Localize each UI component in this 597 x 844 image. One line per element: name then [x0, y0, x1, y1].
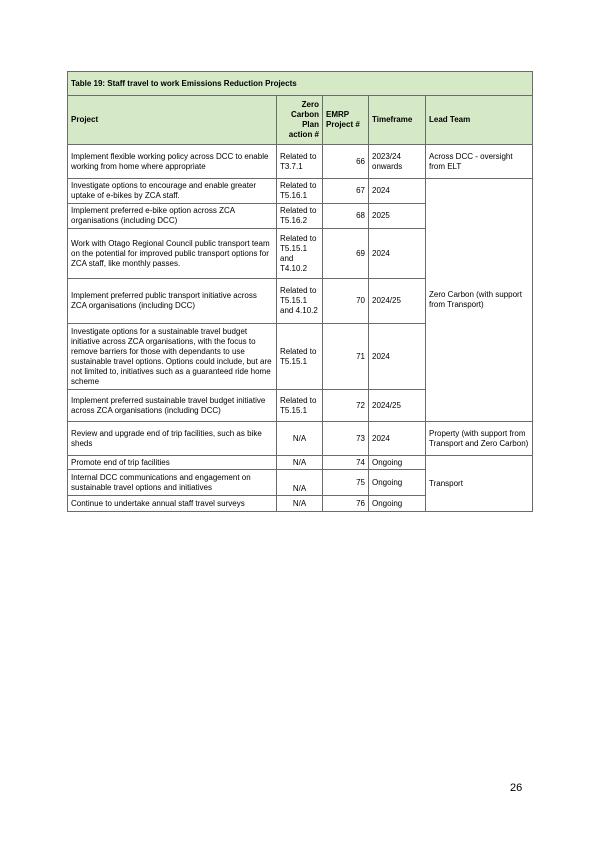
- timeframe-cell: 2024: [369, 229, 426, 279]
- timeframe-cell: Ongoing: [369, 470, 426, 496]
- timeframe-cell: 2023/24 onwards: [369, 145, 426, 179]
- plan-action-cell: Related to T5.15.1: [277, 390, 323, 422]
- header-lead-team: Lead Team: [426, 96, 533, 145]
- header-plan-action: Zero Carbon Plan action #: [277, 96, 323, 145]
- lead-team-cell: Zero Carbon (with support from Transport): [426, 179, 533, 422]
- page-number: 26: [510, 782, 523, 794]
- project-cell: Promote end of trip facilities: [68, 456, 277, 470]
- project-cell: Investigate options for a sustainable travel budget initiative across ZCA organisations, with the focus to remove barriers for those with dependants to use sustainable travel options. Options could include, but are not limited to, initiatives such as a guaranteed ride home scheme: [68, 324, 277, 390]
- project-cell: Work with Otago Regional Council public transport team on the potential for improved public transport options for ZCA staff, like monthly passes.: [68, 229, 277, 279]
- plan-action-cell: Related to T5.16.1: [277, 179, 323, 204]
- timeframe-cell: 2024/25: [369, 390, 426, 422]
- project-cell: Review and upgrade end of trip facilities, such as bike sheds: [68, 422, 277, 456]
- header-emrp-project: EMRP Project #: [323, 96, 369, 145]
- plan-action-cell: N/A: [277, 470, 323, 496]
- plan-action-cell: Related to T5.16.2: [277, 204, 323, 229]
- emrp-project-cell: 75: [323, 470, 369, 496]
- emrp-project-cell: 66: [323, 145, 369, 179]
- emrp-project-cell: 76: [323, 496, 369, 512]
- timeframe-cell: 2025: [369, 204, 426, 229]
- lead-team-cell: Property (with support from Transport and Zero Carbon): [426, 422, 533, 456]
- table-row: [68, 456, 533, 470]
- table-row: [68, 179, 533, 204]
- emrp-project-cell: 70: [323, 279, 369, 324]
- emrp-project-cell: 73: [323, 422, 369, 456]
- emrp-project-cell: 71: [323, 324, 369, 390]
- plan-action-cell: Related to T5.15.1: [277, 324, 323, 390]
- plan-action-cell: N/A: [277, 496, 323, 512]
- project-cell: Implement preferred public transport initiative across ZCA organisations (including DCC): [68, 279, 277, 324]
- lead-team-cell: Transport: [426, 456, 533, 512]
- table-row: [68, 422, 533, 456]
- plan-action-cell: Related to T3.7.1: [277, 145, 323, 179]
- timeframe-cell: 2024: [369, 324, 426, 390]
- emrp-project-cell: 69: [323, 229, 369, 279]
- plan-action-cell: N/A: [277, 456, 323, 470]
- emissions-reduction-table: [67, 71, 533, 512]
- timeframe-cell: 2024: [369, 179, 426, 204]
- table-header-row: [68, 96, 533, 145]
- project-cell: Internal DCC communications and engagement on sustainable travel options and initiatives: [68, 470, 277, 496]
- emrp-project-cell: 67: [323, 179, 369, 204]
- emrp-project-cell: 74: [323, 456, 369, 470]
- project-cell: Continue to undertake annual staff travel surveys: [68, 496, 277, 512]
- project-cell: Implement preferred e-bike option across ZCA organisations (including DCC): [68, 204, 277, 229]
- plan-action-cell: N/A: [277, 422, 323, 456]
- timeframe-cell: Ongoing: [369, 456, 426, 470]
- lead-team-cell: Across DCC - oversight from ELT: [426, 145, 533, 179]
- timeframe-cell: 2024: [369, 422, 426, 456]
- emrp-project-cell: 72: [323, 390, 369, 422]
- project-cell: Implement flexible working policy across DCC to enable working from home where appropriate: [68, 145, 277, 179]
- emrp-project-cell: 68: [323, 204, 369, 229]
- project-cell: Implement preferred sustainable travel budget initiative across ZCA organisations (including DCC): [68, 390, 277, 422]
- timeframe-cell: 2024/25: [369, 279, 426, 324]
- table-row: [68, 145, 533, 179]
- timeframe-cell: Ongoing: [369, 496, 426, 512]
- plan-action-cell: Related to T5.15.1 and T4.10.2: [277, 229, 323, 279]
- project-cell: Investigate options to encourage and enable greater uptake of e-bikes by ZCA staff.: [68, 179, 277, 204]
- table-caption: Table 19: Staff travel to work Emissions Reduction Projects: [68, 72, 533, 96]
- plan-action-cell: Related to T5.15.1 and 4.10.2: [277, 279, 323, 324]
- header-project: Project: [68, 96, 277, 145]
- header-timeframe: Timeframe: [369, 96, 426, 145]
